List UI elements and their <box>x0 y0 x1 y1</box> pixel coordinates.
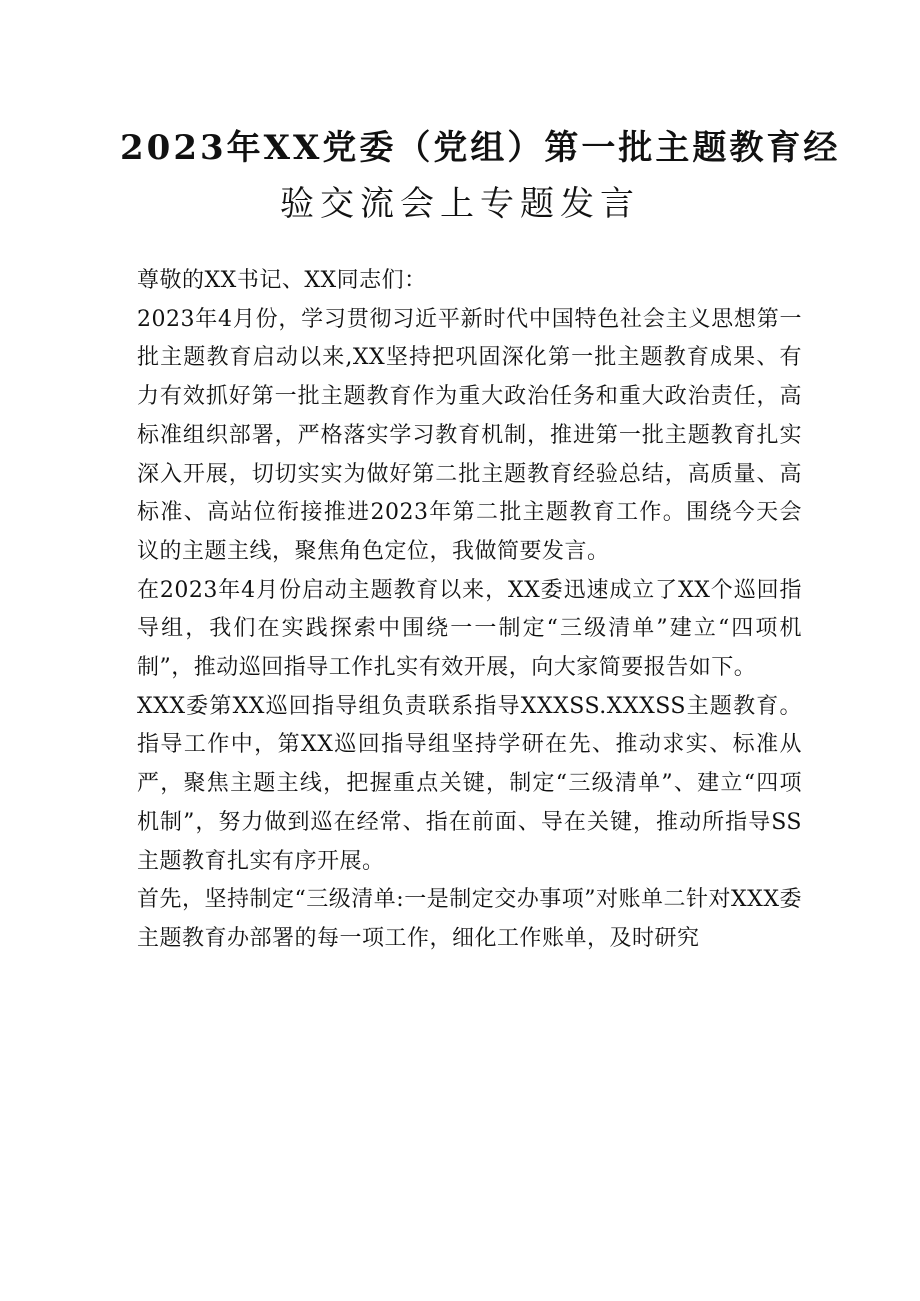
paragraph-first-point: 首先，坚持制定“三级清单:一是制定交办事项”对账单二针对XXX委主题教育办部署的每一项工作，细化工作账单，及时研究 <box>137 887 802 951</box>
document-title <box>120 120 841 232</box>
paragraph-guidance-group: XXX委第XX巡回指导组负责联系指导XXXSS.XXXSS主题教育。指导工作中，第XX巡回指导组坚持学研在先、推动求实、标准从严，聚焦主题主线，把握重点关键，制定“三级清单”、建立“四项机制”，努力做到巡在经常、指在前面、导在关键，推动所指导SS主题教育扎实有序开展。 <box>137 693 802 874</box>
title-line-2: 验交流会上专题发言 <box>280 184 640 224</box>
paragraph-intro: 2023年4月份，学习贯彻习近平新时代中国特色社会主义思想第一批主题教育启动以来,XX坚持把巩固深化第一批主题教育成果、有力有效抓好第一批主题教育作为重大政治任务和重大政治责任，高标准组织部署，严格落实学习教育机制，推进第一批主题教育扎实深入开展，切切实实为做好第二批主题教育经验总结，高质量、高标准、高站位衔接推进2023年第二批主题教育工作。围绕今天会议的主题主线，聚焦角色定位，我做简要发言。 <box>137 306 802 564</box>
document-body <box>137 262 802 959</box>
paragraph-overview: 在2023年4月份启动主题教育以来，XX委迅速成立了XX个巡回指导组，我们在实践探索中围绕一一制定“三级清单”建立“四项机制”，推动巡回指导工作扎实有效开展，向大家简要报告如下。 <box>137 577 802 681</box>
salutation: 尊敬的XX书记、XX同志们： <box>137 268 427 293</box>
title-line-1: 2023年XX党委（党组）第一批主题教育经 <box>120 128 841 168</box>
